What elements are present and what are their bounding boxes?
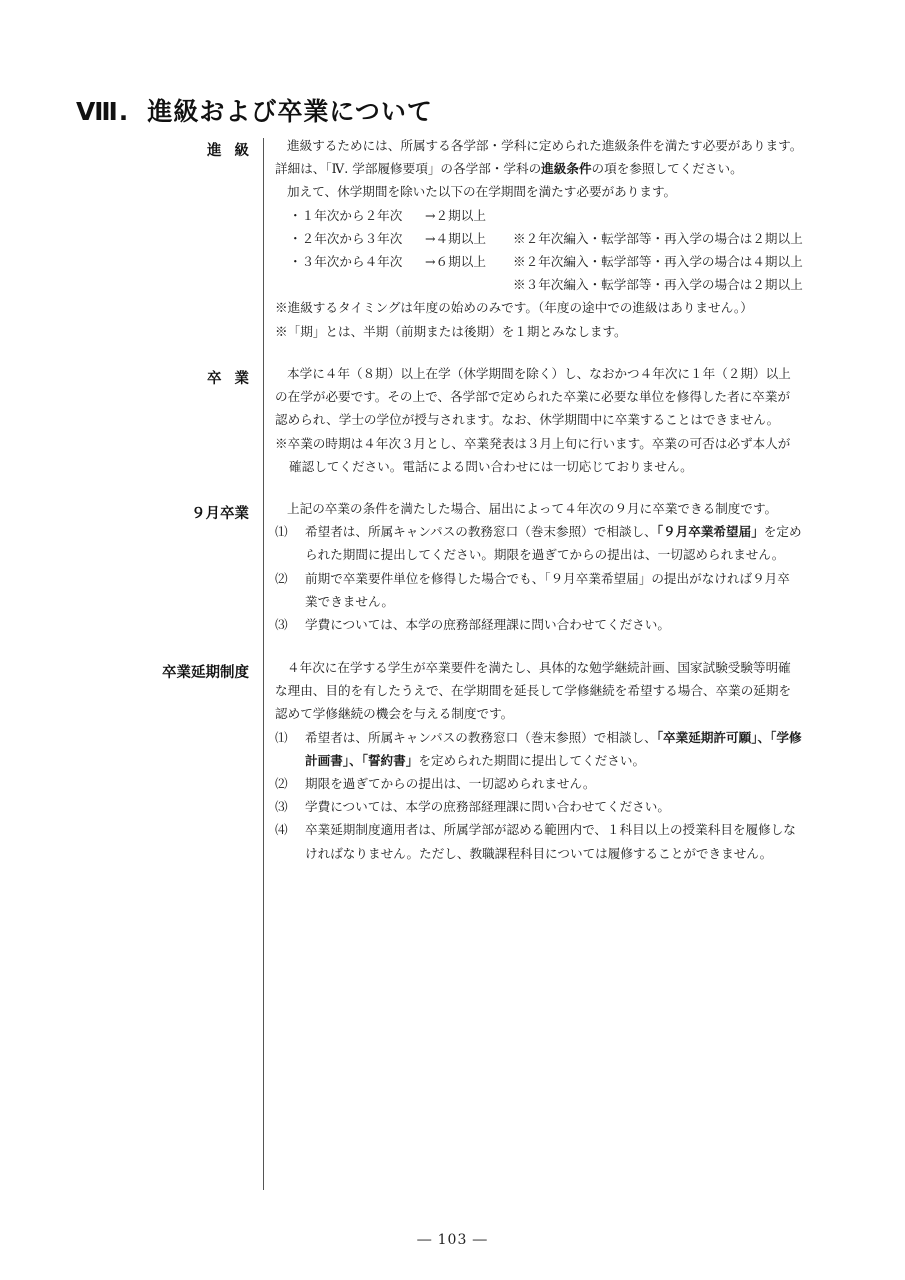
- text-run: 前期で卒業要件単位を修得した場合でも、「９月卒業希望届」の提出がなければ９月卒: [305, 570, 790, 586]
- numbered-item: [275, 613, 853, 636]
- item-number: ⑶: [275, 799, 288, 815]
- text-run: を定め: [763, 524, 802, 540]
- paragraph-line: [275, 157, 853, 180]
- item-number: ⑵: [275, 570, 288, 586]
- numbered-item: [275, 726, 853, 749]
- numbered-item-continuation: 業できません。: [305, 593, 394, 609]
- note-text: ※２年次編入・転学部等・再入学の場合は２期以上: [513, 230, 803, 246]
- text-run: 詳細は、「Ⅳ. 学部履修要項」の各学部・学科の: [275, 161, 542, 177]
- paragraph-line: 進級するためには、所属する各学部・学科に定められた進級条件を満たす必要があります。: [287, 138, 803, 153]
- numbered-item: [275, 818, 853, 841]
- chapter-title: 進級および卒業について: [147, 97, 433, 126]
- paragraph-line: 認めて学修継続の機会を与える制度です。: [275, 706, 514, 722]
- period-text: →４期以上: [425, 230, 486, 246]
- paragraph-line: 本学に４年（８期）以上在学（休学期間を除く）し、なおかつ４年次に１年（２期）以上: [287, 366, 791, 381]
- emphasis-text: 計画書」、「誓約書」: [305, 752, 419, 768]
- chapter-number: Ⅷ.: [76, 97, 130, 126]
- section-body-encho: [275, 656, 853, 865]
- page-number: ― 103 ―: [417, 1232, 488, 1248]
- note-line: ※卒業の時期は４年次３月とし、卒業発表は３月上旬に行います。卒業の可否は必ず本人が: [275, 435, 791, 451]
- paragraph-line: の在学が必要です。その上で、各学部で定められた卒業に必要な単位を修得した者に卒業が: [275, 389, 791, 405]
- item-number: ⑴: [275, 524, 288, 540]
- note-line: ※「期」とは、半期（前期または後期）を１期とみなします。: [275, 323, 627, 339]
- section-body-shinkyu: [275, 134, 853, 343]
- section-label-sotsugyo: 卒業: [206, 371, 263, 387]
- emphasis-text: 「卒業延期許可願」、「学修: [656, 729, 802, 745]
- section-label-september: ９月卒業: [191, 506, 249, 522]
- numbered-item: [275, 567, 853, 590]
- page-title: [76, 92, 433, 128]
- section-label-shinkyu: 進級: [206, 143, 263, 159]
- bullet-text: ・３年次から４年次: [289, 253, 403, 269]
- emphasis-text: 「９月卒業希望届」: [656, 524, 764, 540]
- period-text: →２期以上: [425, 207, 486, 223]
- text-run: 学費については、本学の庶務部経理課に問い合わせてください。: [305, 799, 670, 815]
- note-line: 確認してください。電話による問い合わせには一切応じておりません。: [289, 458, 693, 474]
- list-item: [275, 227, 853, 250]
- numbered-item-continuation: ければなりません。ただし、教職課程科目については履修することができません。: [305, 845, 773, 861]
- numbered-item: [275, 795, 853, 818]
- section-divider-line: [263, 138, 264, 1190]
- note-line: ※進級するタイミングは年度の始めのみです。（年度の途中での進級はありません。）: [275, 300, 753, 316]
- note-text: ※２年次編入・転学部等・再入学の場合は４期以上: [513, 253, 803, 269]
- text-run: 希望者は、所属キャンパスの教務窓口（巻末参照）で相談し、: [305, 729, 657, 745]
- section-body-september: [275, 497, 853, 636]
- note-text: ※３年次編入・転学部等・再入学の場合は２期以上: [513, 277, 803, 293]
- paragraph-line: ４年次に在学する学生が卒業要件を満たし、具体的な勉学継続計画、国家試験受験等明確: [287, 660, 791, 675]
- numbered-item: [275, 772, 853, 795]
- text-run: の項を参照してください。: [591, 161, 743, 177]
- text-run: 希望者は、所属キャンパスの教務窓口（巻末参照）で相談し、: [305, 524, 657, 540]
- numbered-item: [275, 520, 853, 543]
- item-number: ⑷: [275, 822, 288, 838]
- section-body-sotsugyo: [275, 362, 853, 478]
- text-run: 期限を過ぎてからの提出は、一切認められません。: [305, 775, 596, 791]
- text-run: を定められた期間に提出してください。: [418, 752, 646, 768]
- item-number: ⑴: [275, 729, 288, 745]
- text-run: 卒業延期制度適用者は、所属学部が認める範囲内で、１科目以上の授業科目を履修しな: [305, 822, 796, 838]
- emphasis-text: 進級条件: [541, 161, 592, 177]
- paragraph-line: 加えて、休学期間を除いた以下の在学期間を満たす必要があります。: [287, 184, 677, 200]
- item-number: ⑶: [275, 616, 288, 632]
- paragraph-line: 認められ、学士の学位が授与されます。なお、休学期間中に卒業することはできません。: [275, 412, 780, 428]
- list-item: [275, 250, 853, 273]
- numbered-item-continuation: [275, 749, 853, 772]
- section-label-encho: 卒業延期制度: [162, 665, 249, 681]
- bullet-text: ・１年次から２年次: [289, 207, 403, 223]
- numbered-item-continuation: られた期間に提出してください。期限を過ぎてからの提出は、一切認められません。: [305, 547, 785, 563]
- list-item: [275, 273, 853, 296]
- paragraph-line: な理由、目的を有したうえで、在学期間を延長して学修継続を希望する場合、卒業の延期を: [275, 683, 792, 699]
- text-run: 学費については、本学の庶務部経理課に問い合わせてください。: [305, 616, 670, 632]
- bullet-text: ・２年次から３年次: [289, 230, 403, 246]
- period-text: →６期以上: [425, 253, 486, 269]
- item-number: ⑵: [275, 775, 288, 791]
- paragraph-line: 上記の卒業の条件を満たした場合、届出によって４年次の９月に卒業できる制度です。: [287, 501, 778, 516]
- list-item: [275, 204, 853, 227]
